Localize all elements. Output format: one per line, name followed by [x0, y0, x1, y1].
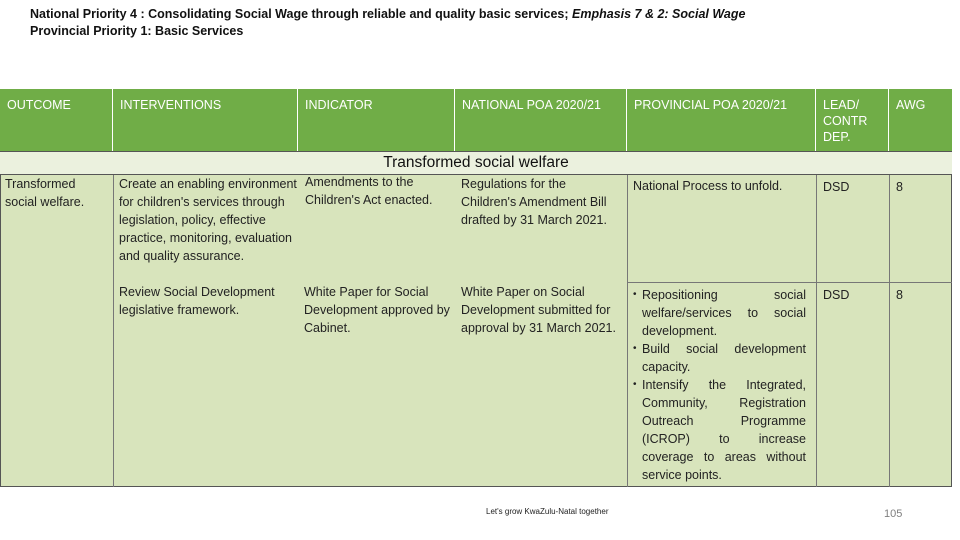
row1-lead-dept: DSD — [823, 180, 850, 194]
row1-intervention: Create an enabling environment for children's services through legislation, policy, effective practice, monitoring, evaluation and quality assurance. — [119, 177, 297, 263]
page-number: 105 — [884, 508, 903, 520]
slide-heading — [30, 6, 745, 40]
column-divider — [627, 175, 628, 487]
list-item: • Repositioning social welfare/services to social development. — [633, 286, 806, 340]
header-indicator: INDICATOR — [298, 89, 455, 151]
national-priority-line — [30, 6, 745, 23]
header-national-poa: NATIONAL POA 2020/21 — [455, 89, 627, 151]
row1-awg: 8 — [896, 180, 903, 194]
list-item: • Build social development capacity. — [633, 340, 806, 376]
row2-lead-dept: DSD — [823, 288, 850, 302]
footer-tagline: Let's grow KwaZulu-Natal together — [486, 507, 609, 516]
provincial-poa-bullets — [633, 286, 806, 484]
header-interventions: INTERVENTIONS — [113, 89, 298, 151]
section-title: Transformed social welfare — [0, 151, 952, 175]
column-divider — [113, 175, 114, 487]
column-divider — [889, 175, 890, 487]
row2-provincial-poa — [633, 286, 806, 484]
header-outcome: OUTCOME — [0, 89, 113, 151]
provincial-priority-line: Provincial Priority 1: Basic Services — [30, 24, 244, 38]
row-divider — [627, 282, 952, 283]
row1-provincial-poa: National Process to unfold. — [633, 179, 783, 193]
national-priority-text: National Priority 4 : Consolidating Social Wage through reliable and quality basic services; — [30, 7, 569, 21]
header-provincial-poa: PROVINCIAL POA 2020/21 — [627, 89, 816, 151]
row2-awg: 8 — [896, 288, 903, 302]
row2-indicator: White Paper for Social Development approved by Cabinet. — [304, 285, 450, 335]
outcome-cell: Transformed social welfare. — [5, 177, 85, 209]
header-lead-dept: LEAD/ CONTR DEP. — [816, 89, 889, 151]
row1-indicator: Amendments to the Children's Act enacted. — [305, 175, 433, 207]
list-item: • Intensify the Integrated, Community, Registration Outreach Programme (ICROP) to increase coverage to areas without service points. — [633, 376, 806, 484]
row2-national-poa: White Paper on Social Development submitted for approval by 31 March 2021. — [461, 285, 616, 335]
row1-national-poa: Regulations for the Children's Amendment Bill drafted by 31 March 2021. — [461, 177, 607, 227]
header-awg: AWG — [889, 89, 952, 151]
row2-intervention: Review Social Development legislative framework. — [119, 285, 275, 317]
emphasis-text: Emphasis 7 & 2: Social Wage — [568, 7, 746, 21]
column-divider — [816, 175, 817, 487]
